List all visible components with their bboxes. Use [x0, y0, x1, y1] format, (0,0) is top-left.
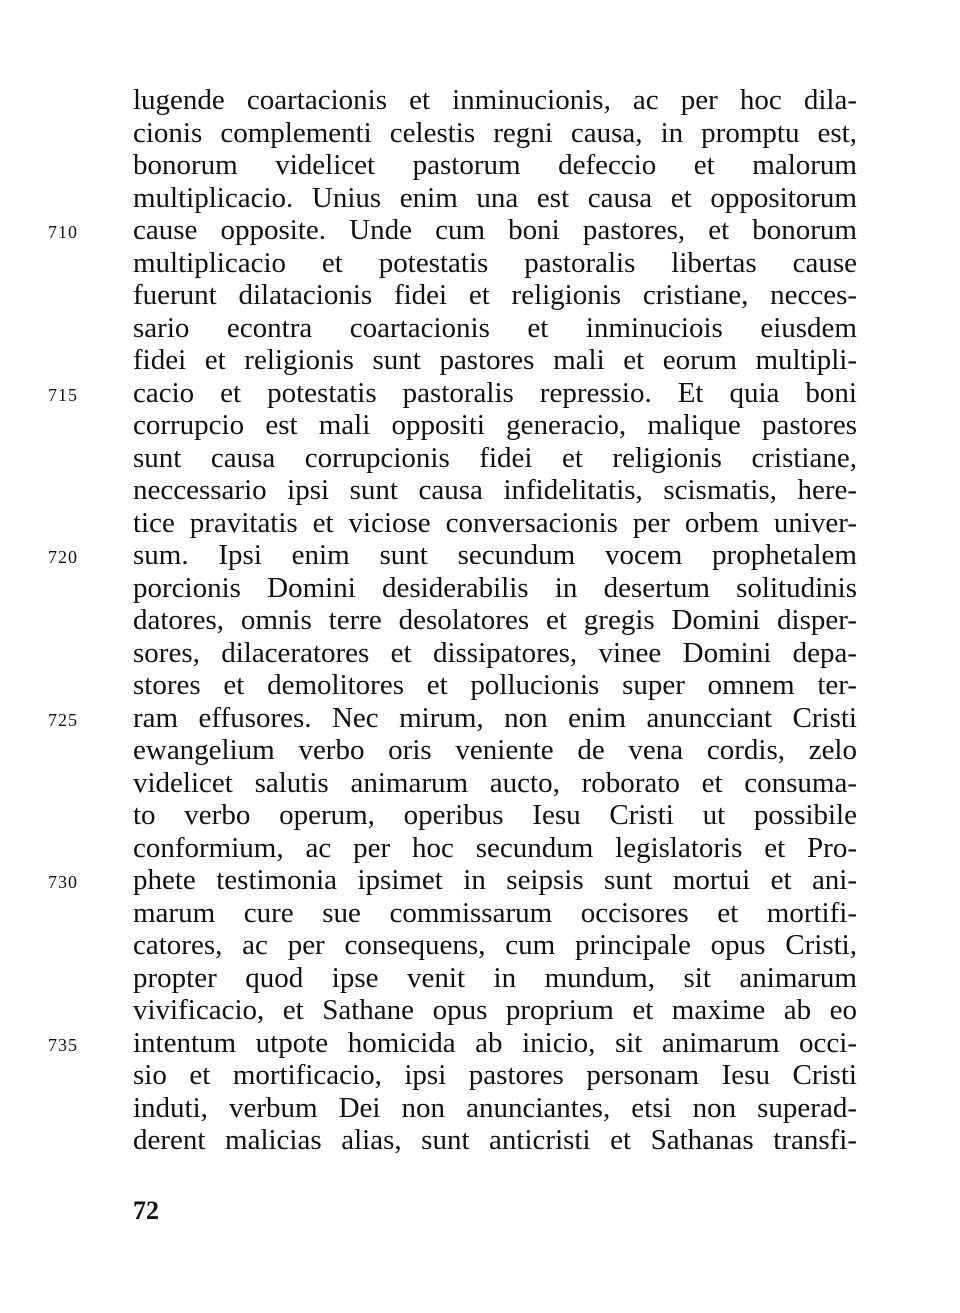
text-line: [48, 701, 857, 735]
text-line: [48, 1026, 858, 1060]
text-line: [133, 312, 857, 345]
line-number: 730: [48, 872, 78, 892]
line-text: lugende coartacionis et inminucionis, ac per hoc dila-: [133, 84, 858, 116]
text-line: [133, 149, 857, 182]
line-text: phete testimonia ipsimet in seipsis sunt mortui et ani-: [133, 864, 858, 896]
text-line: [133, 734, 857, 767]
page-number: 72: [133, 1196, 159, 1225]
line-text: propter quod ipse venit in mundum, sit animarum: [133, 961, 857, 994]
text-line: [133, 669, 857, 702]
line-text: sum. Ipsi enim sunt secundum vocem prophetalem: [133, 539, 857, 571]
line-text: sunt causa corrupcionis fidei et religionis cristiane,: [133, 441, 857, 474]
line-text: cause opposite. Unde cum boni pastores, et bonorum: [133, 214, 857, 246]
line-text: ewangelium verbo oris veniente de vena cordis, zelo: [133, 734, 857, 766]
text-line: [133, 247, 857, 280]
body-text: [48, 84, 858, 1157]
line-text: induti, verbum Dei non anunciantes, etsi non superad-: [133, 1091, 857, 1124]
text-line: [48, 376, 857, 410]
text-line: [48, 214, 857, 247]
line-text: multiplicacio. Unius enim una est causa et oppositorum: [133, 181, 857, 214]
text-line: [133, 409, 857, 442]
line-text: cacio et potestatis pastoralis repressio. Et quia boni: [133, 376, 857, 409]
line-text: tice pravitatis et viciose conversacionis per orbem univer-: [133, 506, 858, 539]
text-line: [133, 799, 857, 832]
text-line: [133, 442, 857, 475]
line-text: stores et demolitores et pollucionis super omnem ter-: [133, 669, 858, 701]
text-line: [133, 832, 857, 865]
text-line: [133, 572, 857, 605]
line-number: 735: [48, 1034, 78, 1055]
text-line: [133, 929, 857, 962]
line-text: fuerunt dilatacionis fidei et religionis cristiane, necces-: [133, 279, 858, 311]
line-text: cionis complementi celestis regni causa, in promptu est,: [133, 116, 857, 149]
text-line: [48, 539, 857, 572]
text-line: [133, 897, 857, 930]
text-line: [133, 279, 857, 312]
text-line: [133, 637, 857, 670]
text-line: [133, 117, 857, 150]
line-text: vivificacio, et Sathane opus proprium et maxime ab eo: [133, 994, 858, 1026]
line-text: sores, dilaceratores et dissipatores, vinee Domini depa-: [133, 636, 858, 669]
text-line: [133, 474, 857, 507]
line-text: sio et mortificacio, ipsi pastores personam Iesu Cristi: [133, 1059, 857, 1091]
text-line: [48, 864, 858, 897]
text-line: [133, 507, 857, 540]
line-text: catores, ac per consequens, cum principale opus Cristi,: [133, 929, 857, 961]
line-text: to verbo operum, operibus Iesu Cristi ut possibile: [133, 799, 857, 831]
line-text: bonorum videlicet pastorum defeccio et malorum: [133, 149, 857, 181]
line-text: datores, omnis terre desolatores et gregis Domini disper-: [133, 604, 857, 636]
text-line: [133, 767, 857, 800]
text-line: [133, 344, 857, 377]
line-text: derent malicias alias, sunt anticristi et Sathanas transfi-: [133, 1124, 857, 1156]
line-text: conformium, ac per hoc secundum legislatoris et Pro-: [133, 831, 857, 864]
line-text: videlicet salutis animarum aucto, roborato et consuma-: [133, 766, 857, 799]
text-line: [133, 182, 857, 215]
text-line: [133, 1124, 857, 1157]
line-number: 725: [48, 709, 78, 730]
line-text: marum cure sue commissarum occisores et mortifi-: [133, 896, 857, 929]
text-line: [133, 1059, 857, 1092]
line-text: neccessario ipsi sunt causa infidelitatis, scismatis, here-: [133, 474, 857, 506]
text-line: [133, 994, 857, 1027]
line-text: sario econtra coartacionis et inminuciois eiusdem: [133, 311, 857, 344]
line-text: multiplicacio et potestatis pastoralis libertas cause: [133, 246, 857, 279]
line-number: 720: [48, 547, 78, 567]
line-text: porcionis Domini desiderabilis in desertum solitudinis: [133, 571, 857, 604]
line-text: intentum utpote homicida ab inicio, sit animarum occi-: [133, 1026, 858, 1059]
line-number: 715: [48, 384, 78, 405]
line-number: 710: [48, 222, 78, 242]
text-line: [133, 84, 857, 117]
text-line: [133, 604, 857, 637]
text-line: [133, 962, 857, 995]
text-line: [133, 1092, 857, 1125]
line-text: corrupcio est mali oppositi generacio, malique pastores: [133, 409, 857, 441]
line-text: ram effusores. Nec mirum, non enim anuncciant Cristi: [133, 701, 857, 734]
line-text: fidei et religionis sunt pastores mali et eorum multipli-: [133, 344, 858, 376]
